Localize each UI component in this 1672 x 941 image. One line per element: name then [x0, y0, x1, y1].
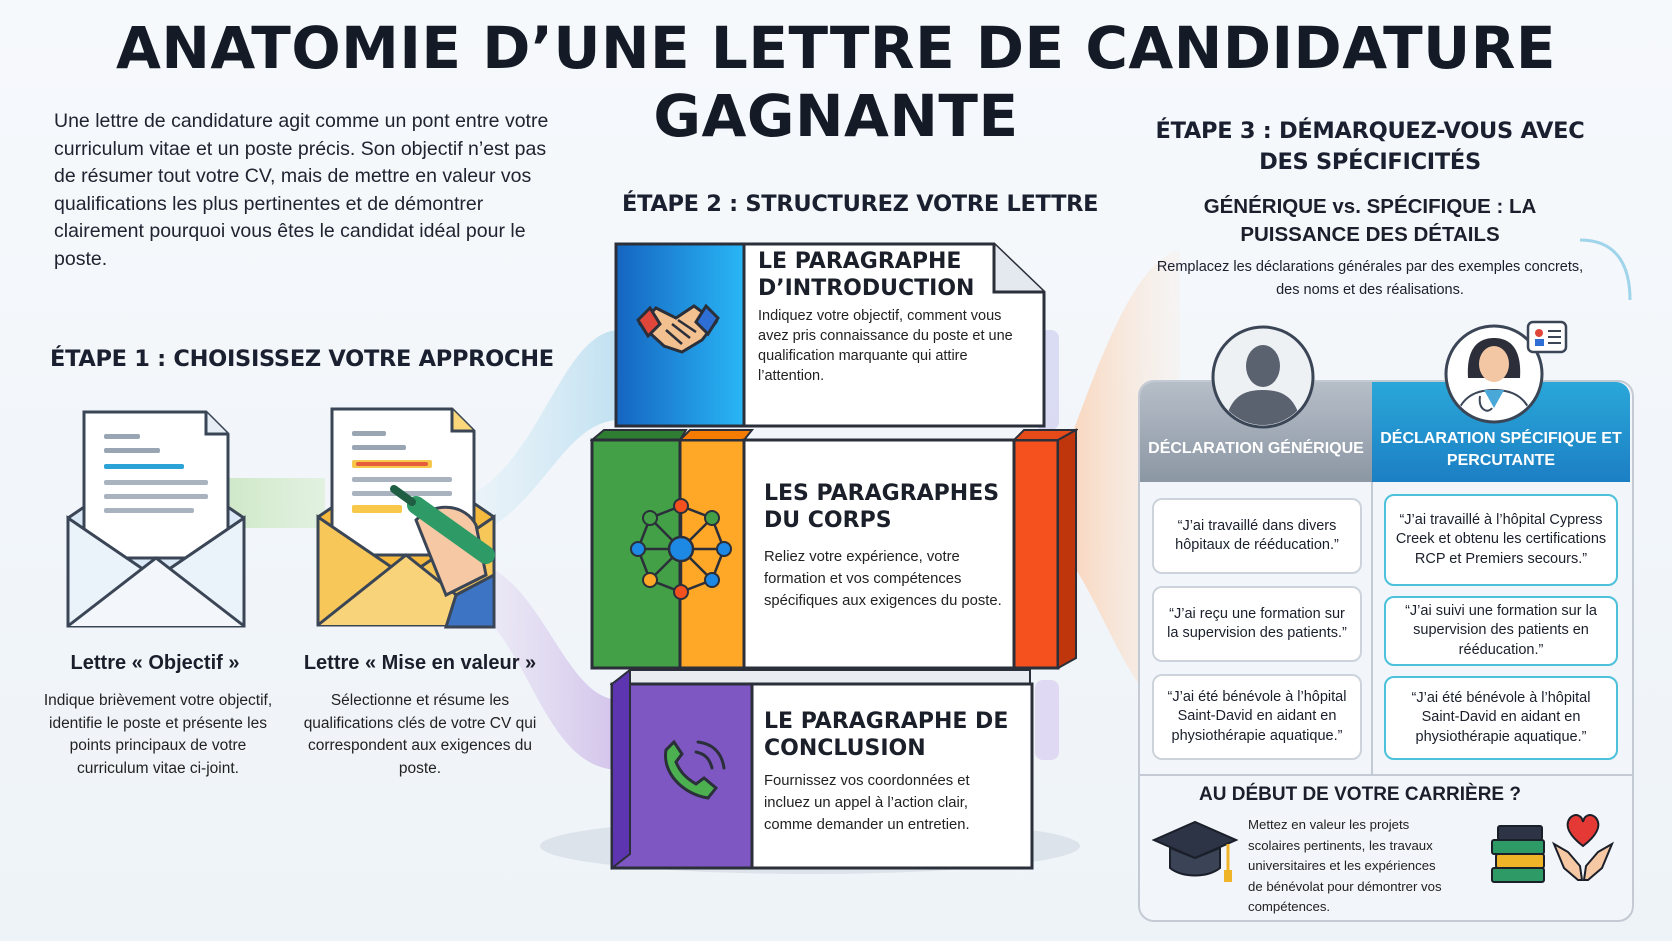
books-icon — [1488, 818, 1550, 888]
heart-hands-icon — [1550, 810, 1616, 890]
phone-icon — [652, 732, 732, 812]
specific-header: DÉCLARATION SPÉCIFIQUE ET PERCUTANTE — [1380, 430, 1622, 469]
intro-text: Une lettre de candidature agit comme un pont entre votre curriculum vitae et un poste précis. Son objectif n’est pas de résumer tout votre CV, mais de mettre en valeur vos qualifications les plus pertinentes et de démontrer clairement pourquoi vous êtes le candidat idéal pour le poste. — [54, 110, 549, 270]
generic-statement-1: “J’ai travaillé dans divers hôpitaux de rééducation.” — [1152, 498, 1362, 574]
career-description: Mettez en valeur les projets scolaires pertinents, les travaux universitaires et les expériences de bénévolat pour démontrer vos compétences. — [1248, 817, 1442, 914]
career-divider — [1140, 774, 1632, 776]
step1-heading: ÉTAPE 1 : CHOISISSEZ VOTRE APPROCHE — [50, 346, 554, 372]
envelope-letter-icon — [66, 408, 246, 630]
generic-person-icon — [1210, 324, 1316, 430]
approach-highlight-title: Lettre « Mise en valeur » — [303, 652, 537, 674]
generic-header: DÉCLARATION GÉNÉRIQUE — [1148, 440, 1364, 457]
block-conclusion-title: LE PARAGRAPHE DE CONCLUSION — [764, 709, 1009, 761]
handshake-icon — [636, 294, 720, 358]
block-conclusion — [610, 668, 1036, 870]
block-introduction-title: LE PARAGRAPHE D’INTRODUCTION — [758, 249, 975, 301]
graduation-cap-icon — [1152, 818, 1238, 888]
step3-note: Remplacez les déclarations générales par des exemples concrets, des noms et des réalisations. — [1156, 259, 1584, 298]
block-body — [590, 428, 1078, 670]
generic-statement-2: “J’ai reçu une formation sur la supervision des patients.” — [1152, 586, 1362, 662]
ribbon-mid-purple — [1035, 680, 1059, 760]
approach-objective-title: Lettre « Objectif » — [70, 652, 240, 674]
step3-heading: ÉTAPE 3 : DÉMARQUEZ-VOUS AVEC DES SPÉCIFICITÉS — [1155, 118, 1585, 175]
block-body-title: LES PARAGRAPHES DU CORPS — [764, 481, 1000, 533]
step3-subheading: GÉNÉRIQUE vs. SPÉCIFIQUE : LA PUISSANCE DES DÉTAILS — [1203, 195, 1537, 246]
block-introduction-description: Indiquez votre objectif, comment vous avez pris connaissance du poste et une qualification marquante qui attire l’attention. — [758, 308, 1013, 384]
specific-statement-1: “J’ai travaillé à l’hôpital Cypress Creek et obtenu les certifications RCP et Premiers secours.” — [1384, 494, 1618, 586]
approach-highlight-description: Sélectionne et résume les qualifications clés de votre CV qui correspondent aux exigences du poste. — [303, 692, 537, 777]
column-divider — [1371, 482, 1373, 774]
block-body-description: Reliez votre expérience, votre formation et vos compétences spécifiques aux exigences du poste. — [764, 549, 1002, 609]
approach-objective-description: Indique brièvement votre objectif, identifie le poste et présente les points principaux de votre curriculum vitae ci-joint. — [43, 692, 273, 777]
block-introduction — [614, 242, 1046, 428]
generic-statement-3: “J’ai été bénévole à l’hôpital Saint-David en aidant en physiothérapie aquatique.” — [1152, 674, 1362, 760]
professional-doctor-icon — [1444, 318, 1568, 426]
step2-heading: ÉTAPE 2 : STRUCTUREZ VOTRE LETTRE — [622, 191, 1099, 217]
network-icon — [628, 496, 734, 602]
envelope-highlight-icon — [316, 405, 496, 630]
page-title: ANATOMIE D’UNE LETTRE DE CANDIDATURE GAGNANTE — [115, 14, 1557, 150]
specific-statement-2: “J’ai suivi une formation sur la supervision des patients en rééducation.” — [1384, 596, 1618, 666]
specific-statement-3: “J’ai été bénévole à l’hôpital Saint-David en aidant en physiothérapie aquatique.” — [1384, 676, 1618, 760]
career-heading: AU DÉBUT DE VOTRE CARRIÈRE ? — [1199, 784, 1521, 805]
block-conclusion-description: Fournissez vos coordonnées et incluez un appel à l’action clair, comme demander un entretien. — [764, 773, 970, 833]
